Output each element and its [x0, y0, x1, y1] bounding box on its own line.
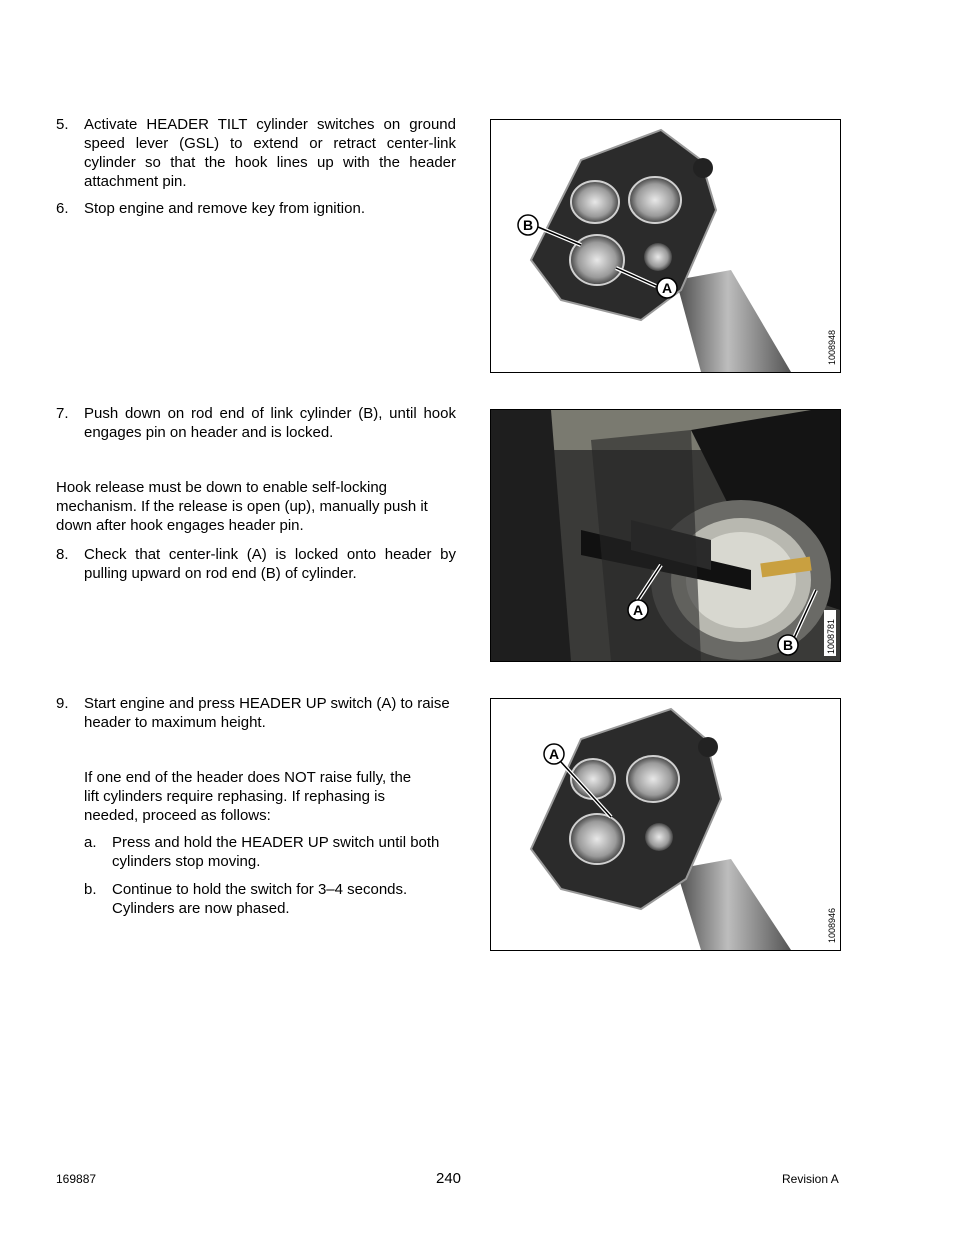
- step-8-text: Check that center-link (A) is locked onto header by pulling upward on rod end (B) of cylinder.: [84, 546, 456, 582]
- callout-a-label: A: [632, 602, 644, 618]
- step-7-number: 7.: [56, 405, 69, 422]
- callout-a-label: A: [548, 746, 560, 762]
- revision-label: Revision A: [782, 1172, 839, 1186]
- note-hook-release: Hook release must be down to enable self-locking mechanism. If the release is open (up), manually push it down after hook engages header pin.: [56, 479, 428, 534]
- callout-b-label: B: [522, 217, 534, 233]
- note-rephasing: If one end of the header does NOT raise fully, the lift cylinders require rephasing. If rephasing is needed, proceed as follows:: [84, 769, 412, 824]
- figure-gsl-tilt-switches: [490, 119, 841, 373]
- page-number: 240: [436, 1170, 462, 1187]
- step-7-text: Push down on rod end of link cylinder (B), until hook engages pin on header and is locked.: [84, 405, 456, 441]
- figure-id: 1008946: [827, 907, 837, 943]
- callout-b-label: B: [782, 637, 794, 653]
- substep-a-text: Press and hold the HEADER UP switch until both cylinders stop moving.: [112, 834, 440, 870]
- figure-id: 1008781: [826, 618, 836, 654]
- step-5-number: 5.: [56, 116, 69, 133]
- step-9-text: Start engine and press HEADER UP switch (A) to raise header to maximum height.: [84, 695, 450, 731]
- step-6-text: Stop engine and remove key from ignition.: [84, 200, 365, 217]
- step-5-text: Activate HEADER TILT cylinder switches on ground speed lever (GSL) to extend or retract center-link cylinder so that the hook lines up with the header attachment pin.: [84, 116, 456, 190]
- step-8-number: 8.: [56, 546, 69, 563]
- figure-id: 1008948: [827, 329, 837, 365]
- step-9-number: 9.: [56, 695, 69, 712]
- document-number: 169887: [56, 1172, 97, 1186]
- step-6-number: 6.: [56, 200, 69, 217]
- substep-b-letter: b.: [84, 881, 97, 898]
- substep-a-letter: a.: [84, 834, 97, 851]
- figure-center-link-photo: [490, 409, 841, 662]
- figure-gsl-header-up-switch: [490, 698, 841, 951]
- callout-a-label: A: [661, 280, 673, 296]
- substep-b-text: Continue to hold the switch for 3–4 seconds. Cylinders are now phased.: [112, 881, 408, 917]
